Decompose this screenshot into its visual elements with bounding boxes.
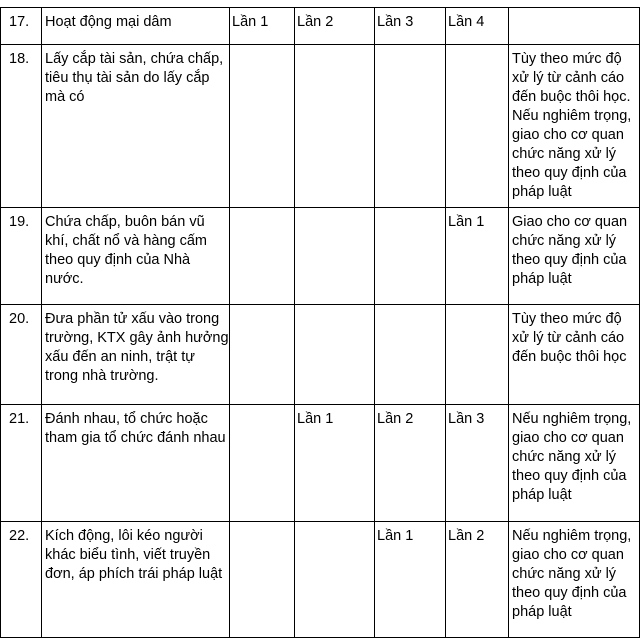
note-line: Nếu nghiêm trọng, bbox=[512, 108, 632, 124]
offense-level-4: Lần 3 bbox=[446, 405, 509, 522]
offense-level-2 bbox=[295, 305, 375, 405]
violation-description bbox=[42, 522, 230, 638]
note-line: pháp luật bbox=[512, 487, 572, 503]
table-row bbox=[1, 45, 640, 208]
description-line: Chứa chấp, buôn bán vũ bbox=[45, 214, 205, 230]
table-row bbox=[1, 208, 640, 305]
note-line: theo quy định của bbox=[512, 252, 627, 268]
note-line: giao cho cơ quan bbox=[512, 127, 624, 143]
description-line: Đánh nhau, tổ chức hoặc bbox=[45, 411, 208, 427]
row-number: 17. bbox=[1, 8, 42, 45]
description-line: theo quy định của Nhà bbox=[45, 252, 191, 268]
offense-level-1 bbox=[230, 405, 295, 522]
note-line: chức năng xử lý bbox=[512, 233, 617, 249]
offense-level-1 bbox=[230, 208, 295, 305]
offense-level-4 bbox=[446, 45, 509, 208]
offense-level-1 bbox=[230, 522, 295, 638]
offense-level-2 bbox=[295, 208, 375, 305]
table-body bbox=[1, 8, 640, 638]
offense-level-4 bbox=[446, 305, 509, 405]
offense-level-2 bbox=[295, 45, 375, 208]
handling-note bbox=[509, 8, 640, 45]
table-row bbox=[1, 405, 640, 522]
note-line: Tùy theo mức độ bbox=[512, 311, 622, 327]
offense-level-4: Lần 2 bbox=[446, 522, 509, 638]
violation-description bbox=[42, 405, 230, 522]
violation-description bbox=[42, 208, 230, 305]
description-line: Lấy cắp tài sản, chứa chấp, bbox=[45, 51, 224, 67]
description-line: trong nhà trường. bbox=[45, 368, 159, 384]
row-number: 20. bbox=[1, 305, 42, 405]
row-number: 19. bbox=[1, 208, 42, 305]
note-line: theo quy định của bbox=[512, 585, 627, 601]
offense-level-3 bbox=[375, 208, 446, 305]
offense-level-2 bbox=[295, 522, 375, 638]
row-number: 21. bbox=[1, 405, 42, 522]
note-line: giao cho cơ quan bbox=[512, 547, 624, 563]
violation-description bbox=[42, 45, 230, 208]
table-row bbox=[1, 8, 640, 45]
note-line: Giao cho cơ quan bbox=[512, 214, 628, 230]
offense-level-1: Lần 1 bbox=[230, 8, 295, 45]
note-line: theo quy định của bbox=[512, 165, 627, 181]
description-line: xấu đến an ninh, trật tự bbox=[45, 349, 195, 365]
handling-note bbox=[509, 305, 640, 405]
description-line: nước. bbox=[45, 271, 84, 287]
offense-level-4: Lần 1 bbox=[446, 208, 509, 305]
offense-level-2: Lần 2 bbox=[295, 8, 375, 45]
description-line: khác biểu tình, viết truyền bbox=[45, 547, 211, 563]
violations-table bbox=[0, 7, 640, 638]
violation-description bbox=[42, 305, 230, 405]
offense-level-3: Lần 3 bbox=[375, 8, 446, 45]
note-line: pháp luật bbox=[512, 604, 572, 620]
violation-description bbox=[42, 8, 230, 45]
offense-level-3 bbox=[375, 305, 446, 405]
note-line: pháp luật bbox=[512, 184, 572, 200]
offense-level-4: Lần 4 bbox=[446, 8, 509, 45]
table-row bbox=[1, 305, 640, 405]
note-line: xử lý từ cảnh cáo bbox=[512, 330, 625, 346]
handling-note bbox=[509, 45, 640, 208]
note-line: Nếu nghiêm trọng, bbox=[512, 528, 632, 544]
note-line: chức năng xử lý bbox=[512, 146, 617, 162]
offense-level-3 bbox=[375, 45, 446, 208]
note-line: chức năng xử lý bbox=[512, 449, 617, 465]
note-line: Tùy theo mức độ bbox=[512, 51, 622, 67]
description-line: tiêu thụ tài sản do lấy cắp bbox=[45, 70, 210, 86]
handling-note bbox=[509, 208, 640, 305]
description-line: đơn, áp phích trái pháp luật bbox=[45, 566, 223, 582]
note-line: xử lý từ cảnh cáo bbox=[512, 70, 625, 86]
description-line: Hoạt động mại dâm bbox=[45, 14, 172, 30]
description-line: Đưa phần tử xấu vào trong bbox=[45, 311, 220, 327]
note-line: giao cho cơ quan bbox=[512, 430, 624, 446]
description-line: Kích động, lôi kéo người bbox=[45, 528, 203, 544]
description-line: trường, KTX gây ảnh hưởng bbox=[45, 330, 229, 346]
row-number: 18. bbox=[1, 45, 42, 208]
note-line: pháp luật bbox=[512, 271, 572, 287]
description-line: tham gia tổ chức đánh nhau bbox=[45, 430, 226, 446]
description-line: mà có bbox=[45, 89, 85, 105]
offense-level-2: Lần 1 bbox=[295, 405, 375, 522]
note-line: theo quy định của bbox=[512, 468, 627, 484]
note-line: chức năng xử lý bbox=[512, 566, 617, 582]
note-line: Nếu nghiêm trọng, bbox=[512, 411, 632, 427]
offense-level-3: Lần 2 bbox=[375, 405, 446, 522]
table-row bbox=[1, 522, 640, 638]
handling-note bbox=[509, 522, 640, 638]
row-number: 22. bbox=[1, 522, 42, 638]
offense-level-1 bbox=[230, 45, 295, 208]
handling-note bbox=[509, 405, 640, 522]
description-line: khí, chất nổ và hàng cấm bbox=[45, 233, 208, 249]
note-line: đến buộc thôi học bbox=[512, 349, 627, 365]
note-line: đến buộc thôi học. bbox=[512, 89, 631, 105]
offense-level-1 bbox=[230, 305, 295, 405]
offense-level-3: Lần 1 bbox=[375, 522, 446, 638]
